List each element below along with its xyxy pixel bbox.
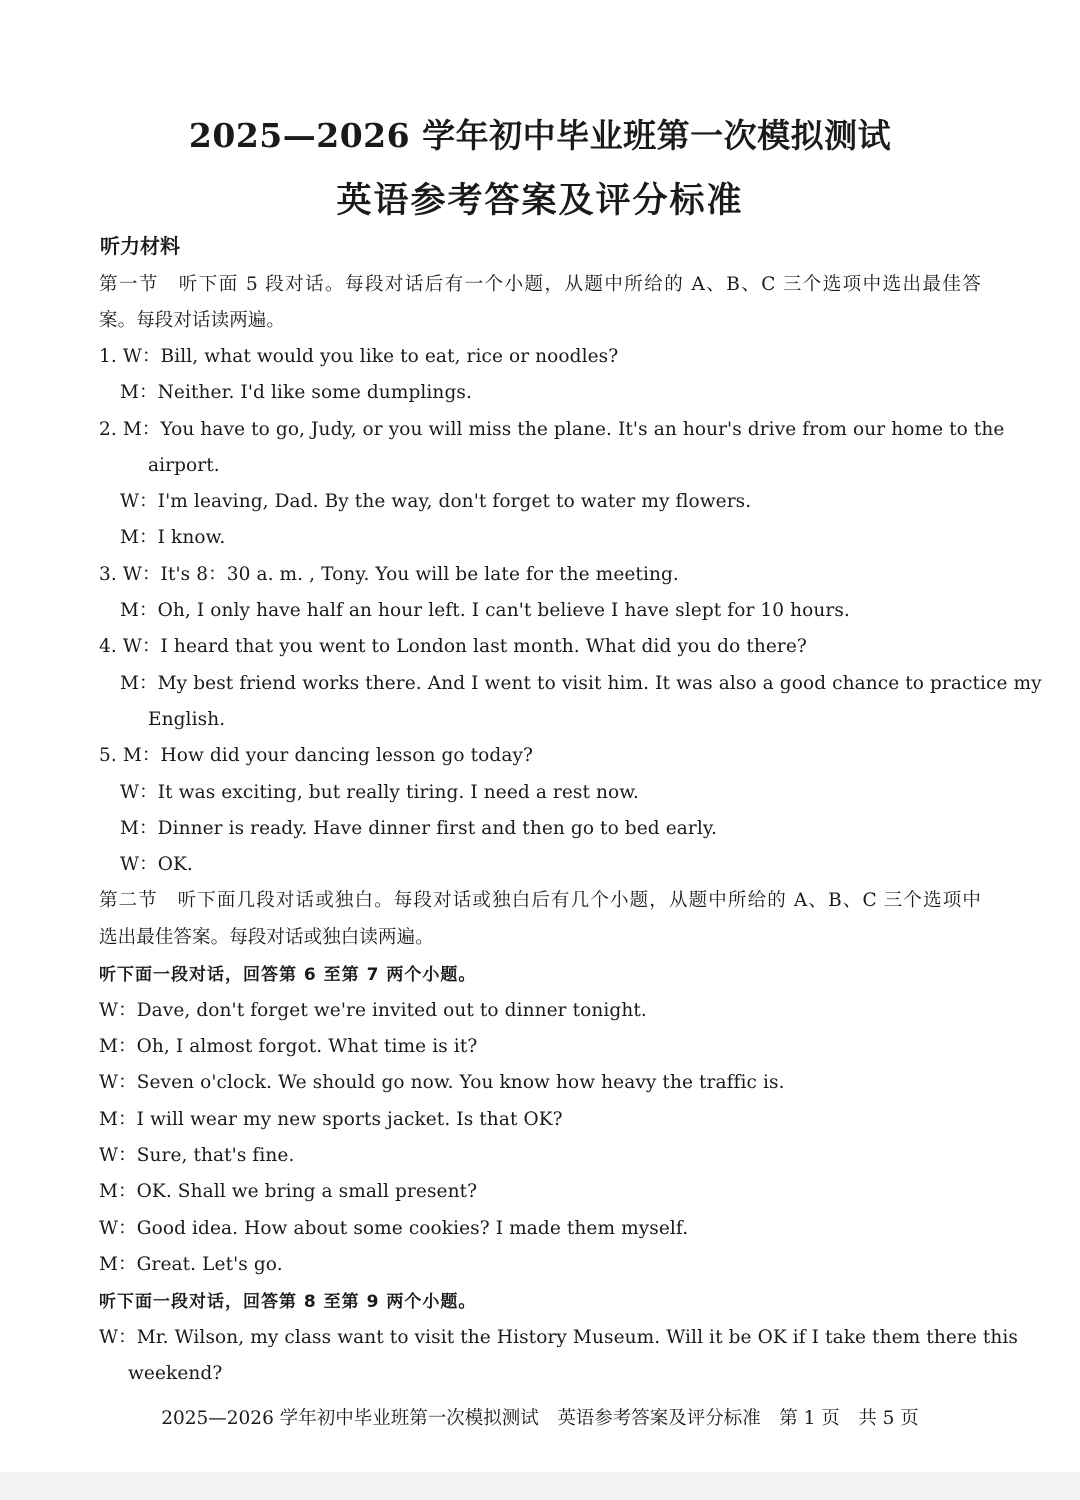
- conversation-b-line-1: W：Mr. Wilson, my class want to visit the History Museum. Will it be OK if I take them there this: [99, 1327, 1019, 1348]
- dialogue-5-line-4: W：OK.: [120, 854, 193, 875]
- section-heading-listening: 听力材料: [100, 234, 180, 258]
- dialogue-5-line-1: 5. M：How did your dancing lesson go today?: [99, 745, 534, 766]
- dialogue-1-line-2: M：Neither. I'd like some dumplings.: [120, 382, 472, 403]
- dialogue-3-line-2: M：Oh, I only have half an hour left. I can't believe I have slept for 10 hours.: [120, 600, 850, 621]
- dialogue-1-line-1: 1. W：Bill, what would you like to eat, rice or noodles?: [99, 346, 619, 367]
- page-title: 2025—2026 学年初中毕业班第一次模拟测试: [188, 116, 892, 155]
- section-1-instruction-line-1: 第一节 听下面 5 段对话。每段对话后有一个小题，从题中所给的 A、B、C 三个选项中选出最佳答: [99, 274, 981, 295]
- dialogue-2-line-1: 2. M：You have to go, Judy, or you will miss the plane. It's an hour's drive from our home to the: [99, 419, 1005, 440]
- dialogue-5-line-3: M：Dinner is ready. Have dinner first and then go to bed early.: [120, 818, 717, 839]
- section-2-instruction-line-2: 选出最佳答案。每段对话或独白读两遍。: [99, 927, 434, 948]
- conversation-a-line-8: M：Great. Let's go.: [99, 1254, 283, 1275]
- dialogue-5-line-2: W：It was exciting, but really tiring. I need a rest now.: [120, 782, 640, 803]
- conversation-b-line-1-cont: weekend?: [128, 1363, 223, 1384]
- conversation-a-line-5: W：Sure, that's fine.: [99, 1145, 295, 1166]
- dialogue-2-line-3: M：I know.: [120, 527, 226, 548]
- dialogue-4-line-2: M：My best friend works there. And I went to visit him. It was also a good chance to practice my: [120, 673, 1042, 694]
- dialogue-4-line-2-cont: English.: [148, 709, 226, 730]
- conversation-a-line-7: W：Good idea. How about some cookies? I made them myself.: [99, 1218, 689, 1239]
- section-1-instruction-line-2: 案。每段对话读两遍。: [99, 310, 286, 331]
- dialogue-2-line-1-cont: airport.: [148, 455, 220, 476]
- conversation-a-line-4: M：I will wear my new sports jacket. Is that OK?: [99, 1109, 563, 1130]
- conversation-a-line-6: M：OK. Shall we bring a small present?: [99, 1181, 478, 1202]
- page-footer: 2025—2026 学年初中毕业班第一次模拟测试 英语参考答案及评分标准 第 1 页 共 5 页: [161, 1408, 919, 1429]
- scan-bottom-edge: [0, 1472, 1080, 1500]
- conversation-a-line-1: W：Dave, don't forget we're invited out to dinner tonight.: [99, 1000, 647, 1021]
- listening-prompt-q6-7: 听下面一段对话，回答第 6 至第 7 两个小题。: [99, 965, 477, 985]
- dialogue-2-line-2: W：I'm leaving, Dad. By the way, don't forget to water my flowers.: [120, 491, 752, 512]
- page-subtitle: 英语参考答案及评分标准: [336, 180, 744, 221]
- listening-prompt-q8-9: 听下面一段对话，回答第 8 至第 9 两个小题。: [99, 1292, 477, 1312]
- dialogue-3-line-1: 3. W：It's 8：30 a. m. , Tony. You will be late for the meeting.: [99, 564, 679, 585]
- dialogue-4-line-1: 4. W：I heard that you went to London last month. What did you do there?: [99, 636, 807, 657]
- conversation-a-line-3: W：Seven o'clock. We should go now. You know how heavy the traffic is.: [99, 1072, 785, 1093]
- section-2-instruction-line-1: 第二节 听下面几段对话或独白。每段对话或独白后有几个小题，从题中所给的 A、B、C 三个选项中: [99, 890, 981, 911]
- conversation-a-line-2: M：Oh, I almost forgot. What time is it?: [99, 1036, 478, 1057]
